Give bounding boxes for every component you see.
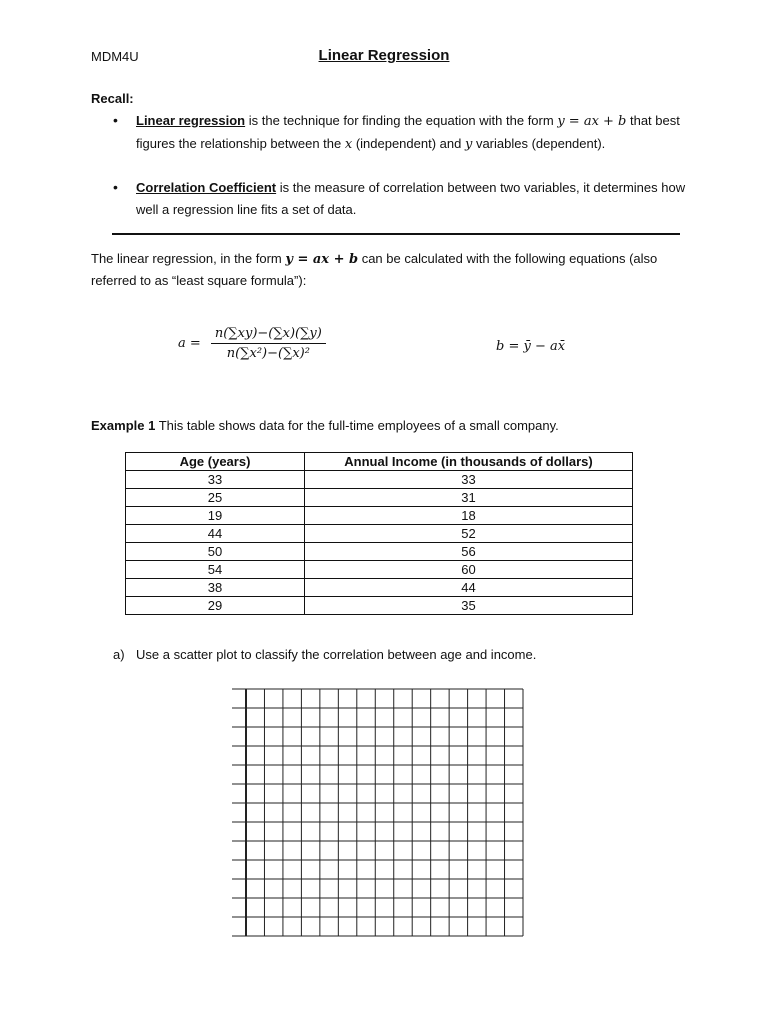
math-var-y: y — [464, 137, 473, 152]
table-row — [126, 507, 633, 525]
cell-income: 31 — [305, 489, 633, 507]
cell-income: 33 — [305, 471, 633, 489]
cell-income: 52 — [305, 525, 633, 543]
cell-age: 38 — [126, 579, 305, 597]
recall-heading: Recall: — [91, 91, 134, 106]
table-row — [126, 489, 633, 507]
math-var-x: x — [344, 137, 353, 152]
table-row — [126, 471, 633, 489]
question-text: Use a scatter plot to classify the correlation between age and income. — [136, 647, 537, 662]
recall-bullet-correlation — [136, 177, 696, 221]
intro-text: The linear regression, in the form — [91, 251, 286, 266]
term-linear-regression: Linear regression — [136, 113, 246, 128]
bullet-text: variables (dependent). — [472, 136, 606, 151]
cell-age: 54 — [126, 561, 305, 579]
formula-a-numerator: n(∑xy)−(∑x)(∑y) — [211, 326, 326, 344]
table-row — [126, 543, 633, 561]
cell-age: 19 — [126, 507, 305, 525]
table-row — [126, 597, 633, 615]
formula-a-denominator: n(∑x²)−(∑x)² — [226, 346, 310, 361]
table-row — [126, 561, 633, 579]
intro-text: can be calculated with the following equations (also referred to as “least square formula”): — [91, 251, 658, 288]
column-header-age: Age (years) — [126, 453, 305, 471]
cell-age: 25 — [126, 489, 305, 507]
bullet-text: is the measure of correlation between two variables, it determines how well a regression line fits a set of data. — [136, 180, 686, 217]
bullet-text: (independent) and — [352, 136, 465, 151]
cell-age: 29 — [126, 597, 305, 615]
cell-age: 50 — [126, 543, 305, 561]
column-header-income: Annual Income (in thousands of dollars) — [305, 453, 633, 471]
bullet-icon: • — [113, 112, 118, 128]
table-row — [126, 525, 633, 543]
cell-income: 56 — [305, 543, 633, 561]
cell-age: 44 — [126, 525, 305, 543]
example-heading — [91, 418, 559, 433]
bullet-text: is the technique for finding the equation with the form — [245, 113, 558, 128]
course-code: MDM4U — [91, 49, 139, 64]
data-table — [125, 452, 633, 615]
formula-a-fraction — [211, 326, 326, 361]
blank-graph-grid — [230, 686, 530, 941]
term-correlation-coefficient: Correlation Coefficient — [136, 180, 277, 195]
table-header-row — [126, 453, 633, 471]
table-row — [126, 579, 633, 597]
question-a — [113, 647, 536, 662]
formula-b: b = ȳ − ax̄ — [496, 339, 566, 354]
cell-income: 60 — [305, 561, 633, 579]
math-expression: y = ax + b — [285, 252, 359, 267]
bullet-icon: • — [113, 179, 118, 195]
cell-income: 35 — [305, 597, 633, 615]
recall-bullet-linear-regression — [136, 110, 696, 156]
math-expression: y = ax + b — [557, 114, 627, 129]
cell-income: 18 — [305, 507, 633, 525]
cell-age: 33 — [126, 471, 305, 489]
example-label: Example 1 — [91, 418, 156, 433]
cell-income: 44 — [305, 579, 633, 597]
intro-paragraph — [91, 248, 681, 291]
section-divider — [112, 233, 680, 235]
question-label: a) — [113, 647, 125, 662]
formula-a-lhs: a = — [178, 336, 201, 351]
page-title: Linear Regression — [318, 47, 450, 64]
formula-a — [178, 326, 326, 361]
bullet-text: that best figures the relationship between the — [136, 113, 680, 151]
example-text: This table shows data for the full-time employees of a small company. — [155, 418, 559, 433]
